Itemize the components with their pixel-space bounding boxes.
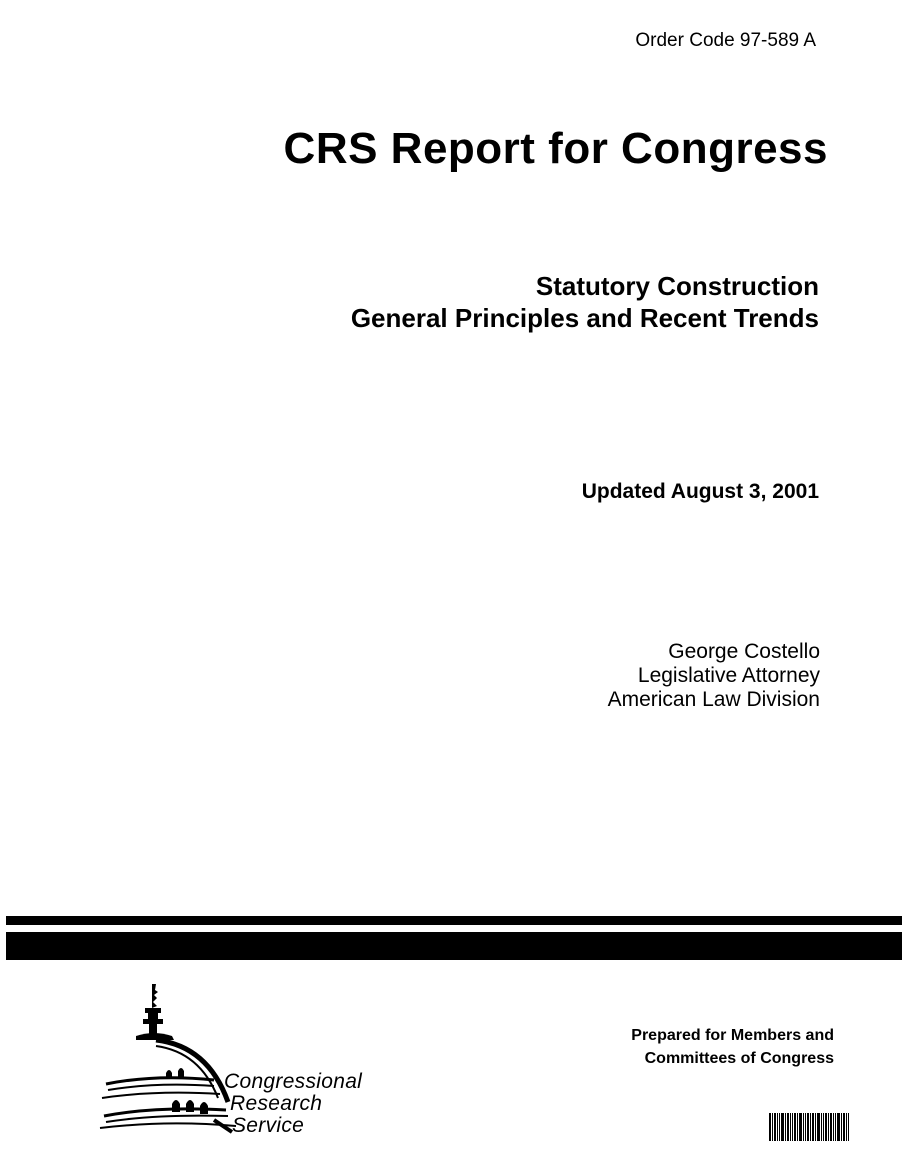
- prepared-for: [631, 1024, 834, 1070]
- subtitle-line-1: Statutory Construction: [535, 271, 819, 301]
- order-code: Order Code 97-589 A: [635, 30, 816, 51]
- divider-thick: [6, 932, 902, 960]
- divider-thin: [6, 916, 902, 925]
- report-title: CRS Report for Congress: [283, 124, 828, 173]
- logo-line-2: Research: [230, 1092, 323, 1115]
- updated-date: Updated August 3, 2001: [581, 480, 819, 503]
- logo-line-3: Service: [232, 1114, 305, 1137]
- prepared-line-1: Prepared for Members and: [631, 1027, 834, 1044]
- author-block: [608, 640, 820, 712]
- author-name: George Costello: [668, 640, 820, 663]
- report-subtitle: [351, 270, 819, 334]
- logo-line-1: Congressional: [224, 1070, 363, 1093]
- crs-logo-wordmark: [224, 1071, 362, 1137]
- author-title: Legislative Attorney: [637, 664, 820, 687]
- subtitle-line-2: General Principles and Recent Trends: [350, 303, 819, 333]
- author-division: American Law Division: [607, 688, 820, 711]
- prepared-line-2: Committees of Congress: [644, 1050, 834, 1067]
- barcode-icon: [769, 1113, 849, 1141]
